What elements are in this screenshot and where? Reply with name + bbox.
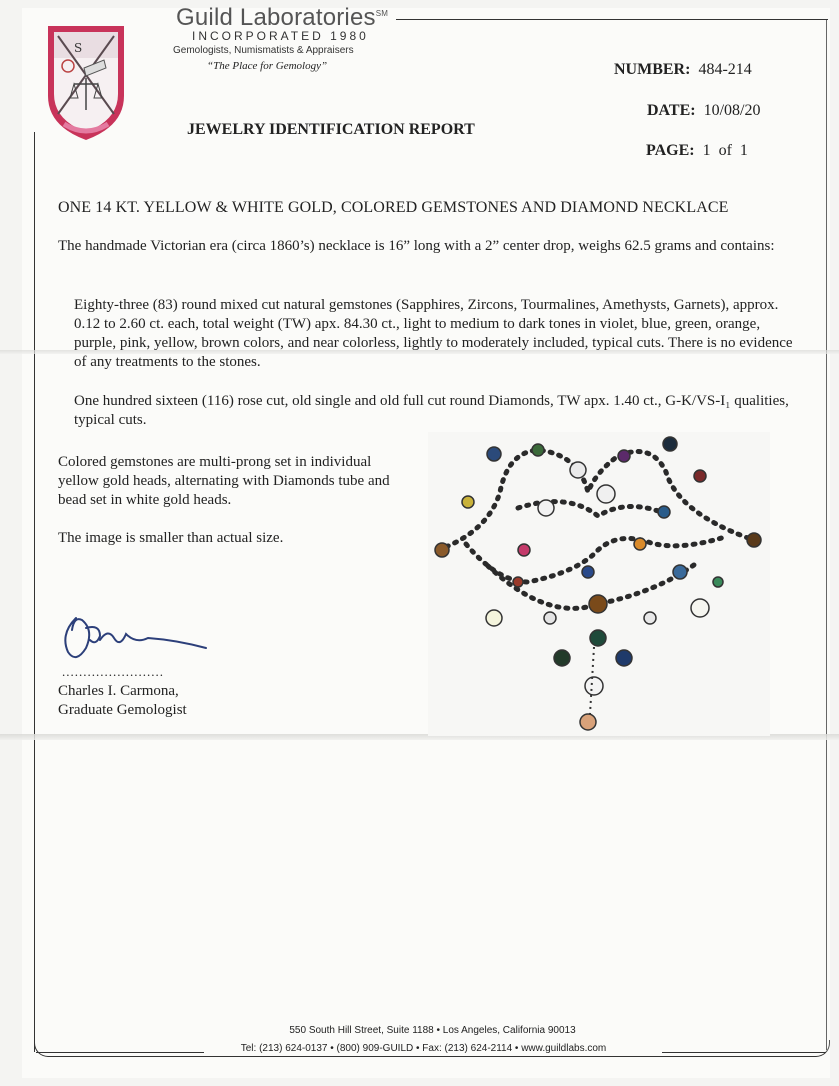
report-page-value: 1 of 1 [702,142,748,159]
page-border-right [826,20,827,1050]
signature-line: ........................ [62,664,164,679]
company-tagline: “The Place for Gemology” [207,60,328,72]
gemstones-description: Eighty-three (83) round mixed cut natural gemstones (Sapphires, Zircons, Tourmalines, Amethysts, Garnets), approx. 0.12 to 2.60 ct. each, total weight (TW) apx. 84.30 ct., light to medium to dark tones in violet, blue, green, orange, purple, pink, yellow, brown colors, and near colorless, lightly to moderately included, typical cuts. There is no evidence of any treatments to the stones. [74,297,793,370]
footer-contact: Tel: (213) 624-0137 • (800) 909-GUILD • Fax: (213) 624-2114 • www.guildlabs.com [240,1043,607,1054]
setting-description: Colored gemstones are multi-prong set in individual yellow gold heads, alternating with Diamonds tube and bead set in white gold heads. [58,454,390,508]
footer-rule-right [662,1052,826,1053]
signer-name: Charles I. Carmona, [58,683,179,699]
necklace-photo [428,432,770,736]
report-number-value: 484-214 [698,61,752,78]
report-number [614,61,752,79]
report-date-label: DATE: [647,102,696,119]
report-date [647,102,760,120]
company-subtitle: Gemologists, Numismatists & Appraisers [173,45,354,56]
report-title: JEWELRY IDENTIFICATION REPORT [187,121,475,138]
diamonds-description: One hundred sixteen (116) rose cut, old single and old full cut round Diamonds, TW apx. 1.40 ct., G-K/VS-I₁ qualities, typical cuts. [74,393,789,428]
report-page-label: PAGE: [646,142,695,159]
footer-address: 550 South Hill Street, Suite 1188 • Los Angeles, California 90013 [289,1025,576,1036]
signature-image [56,604,216,668]
item-headline: ONE 14 KT. YELLOW & WHITE GOLD, COLORED GEMSTONES AND DIAMOND NECKLACE [58,199,729,216]
report-date-value: 10/08/20 [703,102,761,119]
company-name: Guild Laboratories℠ [176,4,389,31]
svg-text:S: S [74,41,83,55]
image-note: The image is smaller than actual size. [58,530,284,546]
company-incorporated: INCORPORATED 1980 [192,29,369,43]
report-number-label: NUMBER: [614,61,691,78]
service-mark: SM [375,9,389,18]
item-intro: The handmade Victorian era (circa 1860’s) necklace is 16” long with a 2” center drop, weighs 62.5 grams and contains: [58,238,775,254]
page-border-left [34,132,35,1052]
report-page [646,142,748,160]
header-rule [396,19,828,20]
shield-logo-icon [44,18,128,142]
signer-title: Graduate Gemologist [58,702,187,718]
